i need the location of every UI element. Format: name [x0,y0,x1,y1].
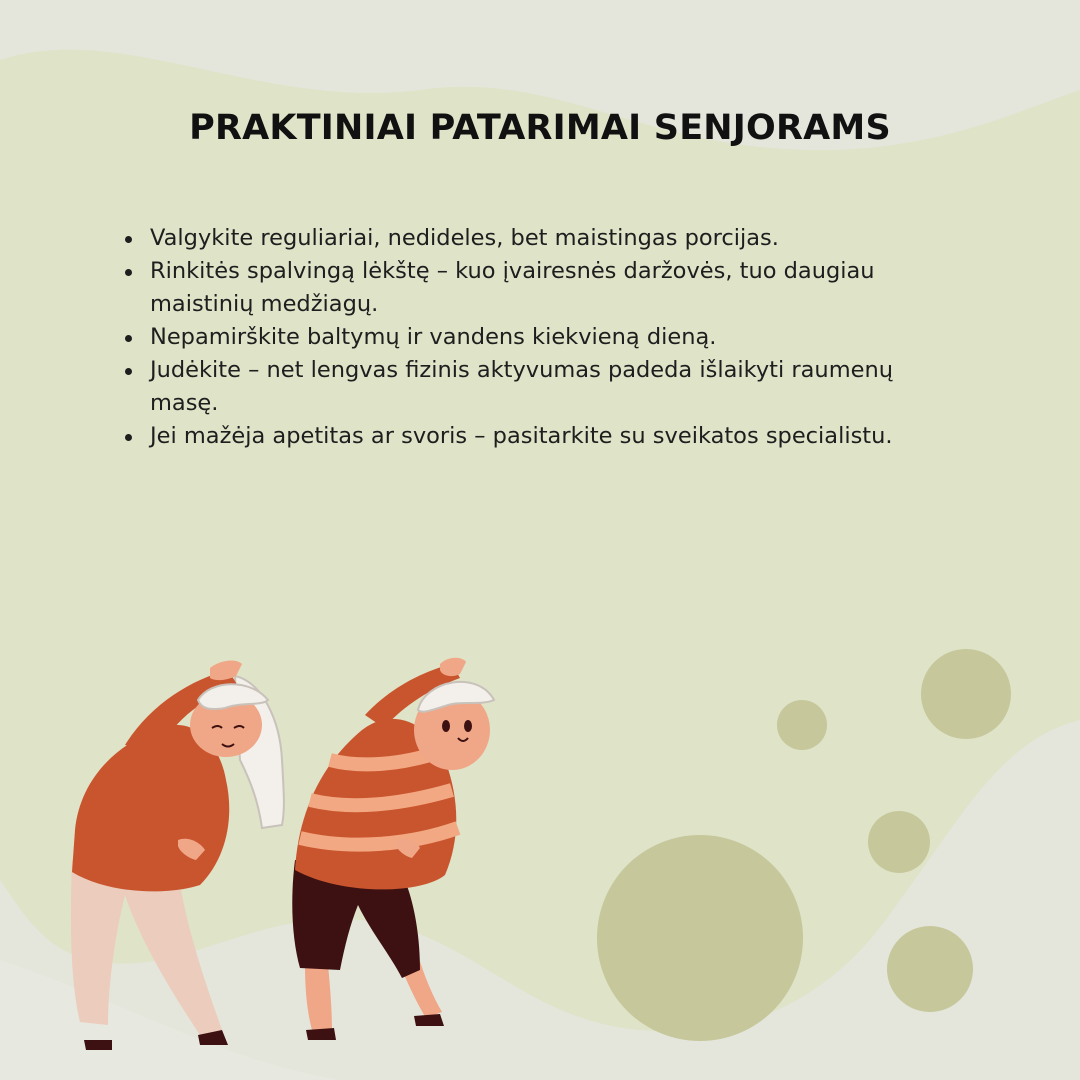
tip-text: Nepamirškite baltymų ir vandens kiekvieną dieną. [150,324,717,350]
page-title: PRAKTINIAI PATARIMAI SENJORAMS [189,108,891,148]
tip-text: Jei mažėja apetitas ar svoris – pasitarkite su sveikatos specialistu. [150,423,893,449]
tip-text: Valgykite reguliariai, nedideles, bet maistingas porcijas. [150,225,779,251]
man-figure [292,658,494,1040]
woman-figure [71,661,284,1050]
tip-text: Rinkitės spalvingą lėkštę – kuo įvairesnės daržovės, tuo daugiau maistinių medžiagų. [150,258,875,317]
tip-text: Judėkite – net lengvas fizinis aktyvumas padeda išlaikyti raumenų masę. [150,357,893,416]
